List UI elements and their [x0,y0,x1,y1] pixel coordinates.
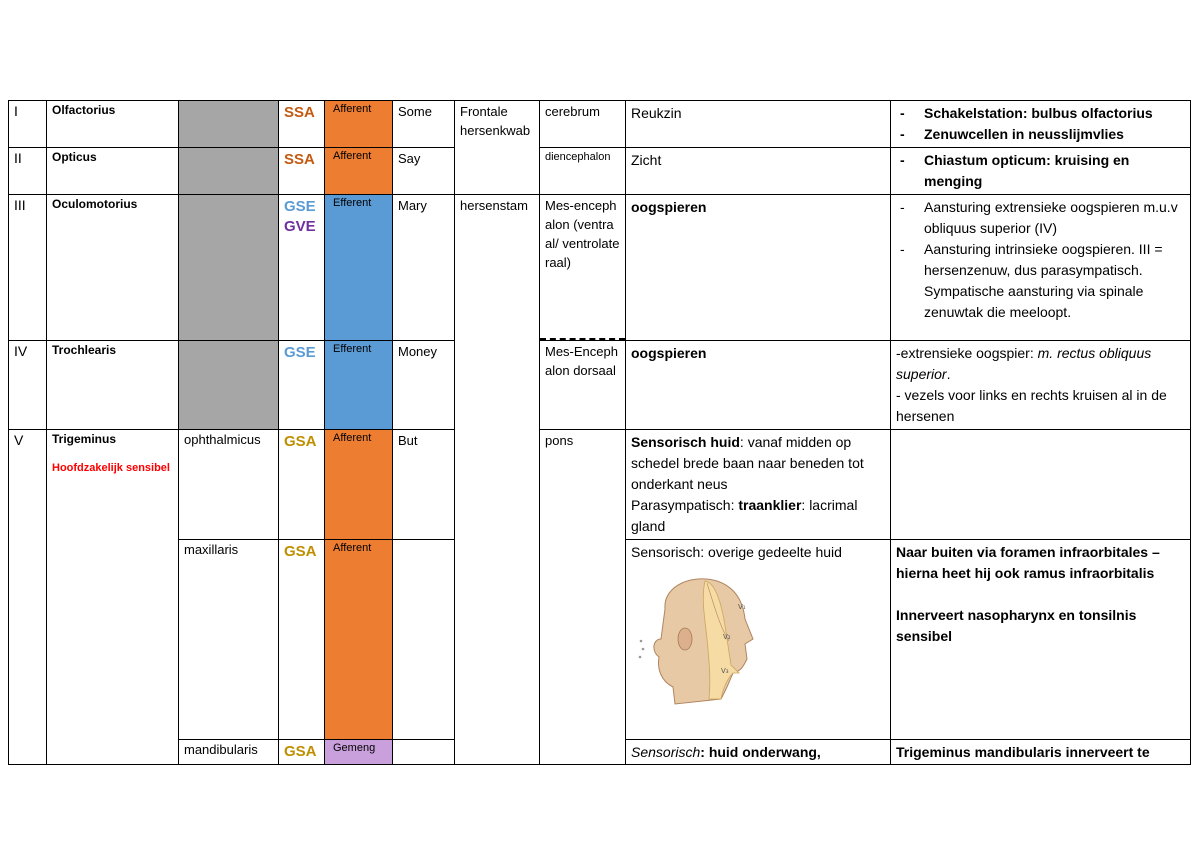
list-item: - Aansturing intrinsieke oogspieren. III = hersenzenuw, dus parasympatisch. Sympatische aansturing via spinale zenuwtak die meeloopt. [896,239,1185,323]
location-cell: Mes-encephalon (ventraal/ ventrolateraal) [540,195,626,341]
branch-cell: ophthalmicus [179,430,279,540]
nerve-name: Trochlearis [47,341,179,430]
dermatome-label: V₃ [721,667,729,675]
notes-cell [891,195,1191,341]
list-item: - Chiastum opticum: kruising en menging [896,150,1185,192]
branch-cell [179,341,279,430]
direction-cell: Gemeng [325,740,393,765]
location-cell: pons [540,430,626,765]
mnemonic: Mary [393,195,455,341]
nerve-name: Oculomotorius [47,195,179,341]
branch-cell [179,195,279,341]
nerve-number: II [9,148,47,195]
direction-cell: Afferent [325,430,393,540]
table-row [9,341,1191,430]
table-row [9,148,1191,195]
table-row [9,195,1191,341]
direction-cell: Efferent [325,195,393,341]
branch-cell [179,148,279,195]
dashed-separator [540,338,625,340]
fiber-type: SSA [279,101,325,148]
notes-cell: Naar buiten via foramen infraorbitales – hierna heet hij ook ramus infraorbitalis Innerveert nasopharynx en tonsilnis sensibel [891,540,1191,740]
mnemonic [393,740,455,765]
fiber-type: GSA [279,740,325,765]
notes-cell [891,148,1191,195]
list-item: - Zenuwcellen in neusslijmvlies [896,124,1185,145]
nerve-subtitle: Hoofdzakelijk sensibel [52,462,170,474]
mnemonic: But [393,430,455,540]
function-cell: Sensorisch huid: vanaf midden op schedel brede baan naar beneden tot onderkant neus Parasympatisch: traanklier: lacrimal gland [626,430,891,540]
mnemonic: Some [393,101,455,148]
nerve-number: IV [9,341,47,430]
mnemonic [393,540,455,740]
notes-cell: -extrensieke oogspier: m. rectus obliquus superior. - vezels voor links en rechts kruisen al in de hersenen [891,341,1191,430]
table-row [9,101,1191,148]
function-cell: Sensorisch: huid onderwang, [626,740,891,765]
function-cell: Reukzin [626,101,891,148]
region-cell: hersenstam [455,195,540,765]
branch-cell: mandibularis [179,740,279,765]
fiber-type: GSE GVE [279,195,325,341]
list-item: - Schakelstation: bulbus olfactorius [896,103,1185,124]
fiber-type: GSA [279,430,325,540]
location-cell: diencephalon [540,148,626,195]
mnemonic: Say [393,148,455,195]
location-cell: Mes-Encephalon dorsaal [540,341,626,430]
direction-cell: Afferent [325,540,393,740]
nerve-name: Olfactorius [47,101,179,148]
notes-cell [891,430,1191,540]
mnemonic: Money [393,341,455,430]
nerve-number: V [9,430,47,765]
nerve-number: I [9,101,47,148]
fiber-type: GSA [279,540,325,740]
function-cell: Sensorisch: overige gedeelte huid V₁ V₂ V₃ [626,540,891,740]
nerve-name: Trigeminus Hoofdzakelijk sensibel [47,430,179,765]
fiber-type: SSA [279,148,325,195]
nerve-name: Opticus [47,148,179,195]
branch-cell [179,101,279,148]
location-cell: cerebrum [540,101,626,148]
branch-cell: maxillaris [179,540,279,740]
nerve-number: III [9,195,47,341]
list-item: - Aansturing extrensieke oogspieren m.u.v obliquus superior (IV) [896,197,1185,239]
dermatome-label: V₁ [738,603,746,611]
cranial-nerves-table [8,100,1191,765]
table-row [9,430,1191,540]
direction-cell: Efferent [325,341,393,430]
direction-cell: Afferent [325,148,393,195]
head-dermatome-illustration [635,569,765,709]
notes-cell [891,101,1191,148]
region-cell: Frontale hersenkwab [455,101,540,195]
function-cell: oogspieren [626,195,891,341]
fiber-type: GSE [279,341,325,430]
direction-cell: Afferent [325,101,393,148]
function-cell: oogspieren [626,341,891,430]
notes-cell: Trigeminus mandibularis innerveert te [891,740,1191,765]
function-cell: Zicht [626,148,891,195]
dermatome-label: V₂ [723,633,731,641]
